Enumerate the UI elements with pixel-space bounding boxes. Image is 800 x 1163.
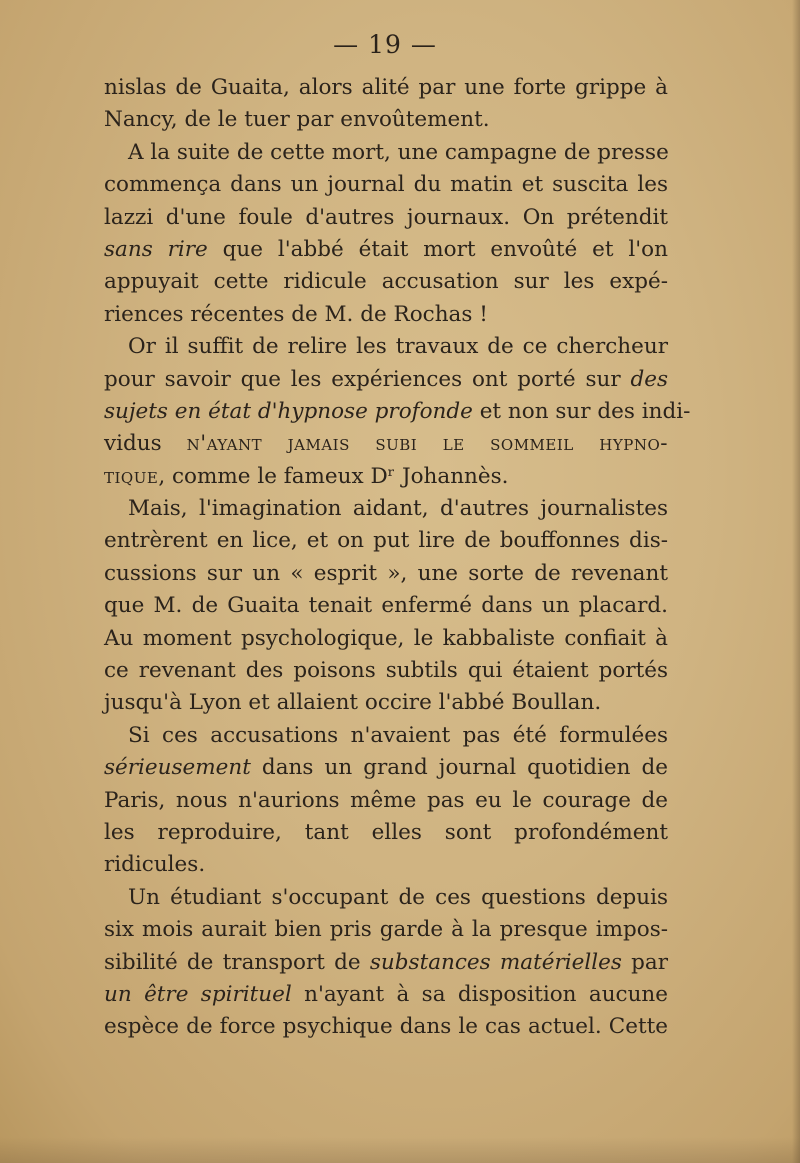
text-segment: Si ces accusations n'avaient pas été formulées xyxy=(128,722,668,748)
text-segment: Un étudiant s'occupant de ces questions depuis xyxy=(128,884,668,910)
text-line xyxy=(104,461,668,493)
text-segment: ce revenant des poisons subtils qui étaient portés xyxy=(104,658,668,684)
text-line xyxy=(104,493,668,525)
text-line xyxy=(104,234,668,266)
text-line xyxy=(104,428,668,460)
text-segment: riences récentes de M. de Rochas ! xyxy=(104,301,488,327)
text-segment: espèce de force psychique dans le cas actuel. Cette xyxy=(104,1014,668,1040)
text-line xyxy=(104,655,668,687)
text-segment: Nancy, de le tuer par envoûtement. xyxy=(104,107,490,133)
text-line xyxy=(104,266,668,298)
italic-text: substances matérielles xyxy=(369,949,622,975)
text-segment: que M. de Guaita tenait enfermé dans un placard. xyxy=(104,593,668,619)
text-segment: les reproduire, tant elles sont profondément xyxy=(104,819,668,845)
text-line xyxy=(104,979,668,1011)
text-segment: , comme le fameux Dʳ Johannès. xyxy=(158,463,509,489)
text-line xyxy=(104,882,668,914)
text-line xyxy=(104,849,668,881)
italic-text: sérieusement xyxy=(104,755,251,781)
text-line xyxy=(104,752,668,784)
page-bottom-shadow xyxy=(0,1137,800,1163)
text-segment: Or il suffit de relire les travaux de ce chercheur xyxy=(128,334,668,360)
text-segment: lazzi d'une foule d'autres journaux. On prétendit xyxy=(104,204,668,230)
text-segment: et non sur des indi- xyxy=(472,398,691,424)
text-segment: par xyxy=(621,949,669,975)
text-line xyxy=(104,72,668,104)
text-line xyxy=(104,104,668,136)
text-line xyxy=(104,623,668,655)
italic-text: sans rire xyxy=(104,236,208,262)
italic-text: un être spirituel xyxy=(104,981,292,1007)
text-segment: cussions sur un « esprit », une sorte de revenant xyxy=(104,560,668,586)
text-segment: Paris, nous n'aurions même pas eu le courage de xyxy=(104,787,668,813)
text-segment: que l'abbé était mort envoûté et l'on xyxy=(207,236,668,262)
text-segment: Au moment psychologique, le kabbaliste confiait à xyxy=(104,625,668,651)
text-line xyxy=(104,947,668,979)
text-segment: n'ayant à sa disposition aucune xyxy=(291,981,668,1007)
text-line xyxy=(104,558,668,590)
page-edge-shadow xyxy=(792,0,800,1163)
text-line xyxy=(104,817,668,849)
text-segment: ridicules. xyxy=(104,852,206,878)
text-segment: pour savoir que les expériences ont porté sur xyxy=(104,366,631,392)
text-line xyxy=(104,364,668,396)
page-number: — 19 — xyxy=(333,30,437,59)
text-line xyxy=(104,720,668,752)
small-caps-text: tique xyxy=(104,463,159,489)
text-segment: Mais, l'imagination aidant, d'autres journalistes xyxy=(128,496,668,522)
text-segment: appuyait cette ridicule accusation sur les expé- xyxy=(104,269,668,295)
small-caps-text: n'ayant jamais subi le sommeil hypno- xyxy=(186,431,669,457)
text-segment: commença dans un journal du matin et suscita les xyxy=(104,172,668,198)
text-line xyxy=(104,914,668,946)
italic-text: sujets en état d'hypnose profonde xyxy=(104,398,473,424)
text-line xyxy=(104,396,691,428)
text-segment: jusqu'à Lyon et allaient occire l'abbé Boullan. xyxy=(104,690,602,716)
text-line xyxy=(104,299,668,331)
text-line xyxy=(104,687,668,719)
body-text xyxy=(104,72,691,1044)
text-line xyxy=(104,202,668,234)
text-line xyxy=(104,331,668,363)
text-segment: vidus xyxy=(104,431,187,457)
italic-text: des xyxy=(630,366,668,392)
text-line xyxy=(104,785,668,817)
text-line xyxy=(104,590,668,622)
text-segment: six mois aurait bien pris garde à la presque impos- xyxy=(104,917,668,943)
text-line xyxy=(104,169,668,201)
text-segment: nislas de Guaita, alors alité par une forte grippe à xyxy=(104,75,668,100)
text-line xyxy=(104,1011,668,1043)
text-segment: entrèrent en lice, et on put lire de bouffonnes dis- xyxy=(104,528,668,554)
text-segment: A la suite de cette mort, une campagne de presse xyxy=(128,139,669,165)
text-segment: sibilité de transport de xyxy=(104,949,370,975)
text-line xyxy=(104,525,668,557)
text-segment: dans un grand journal quotidien de xyxy=(250,755,668,781)
text-line xyxy=(104,137,668,169)
